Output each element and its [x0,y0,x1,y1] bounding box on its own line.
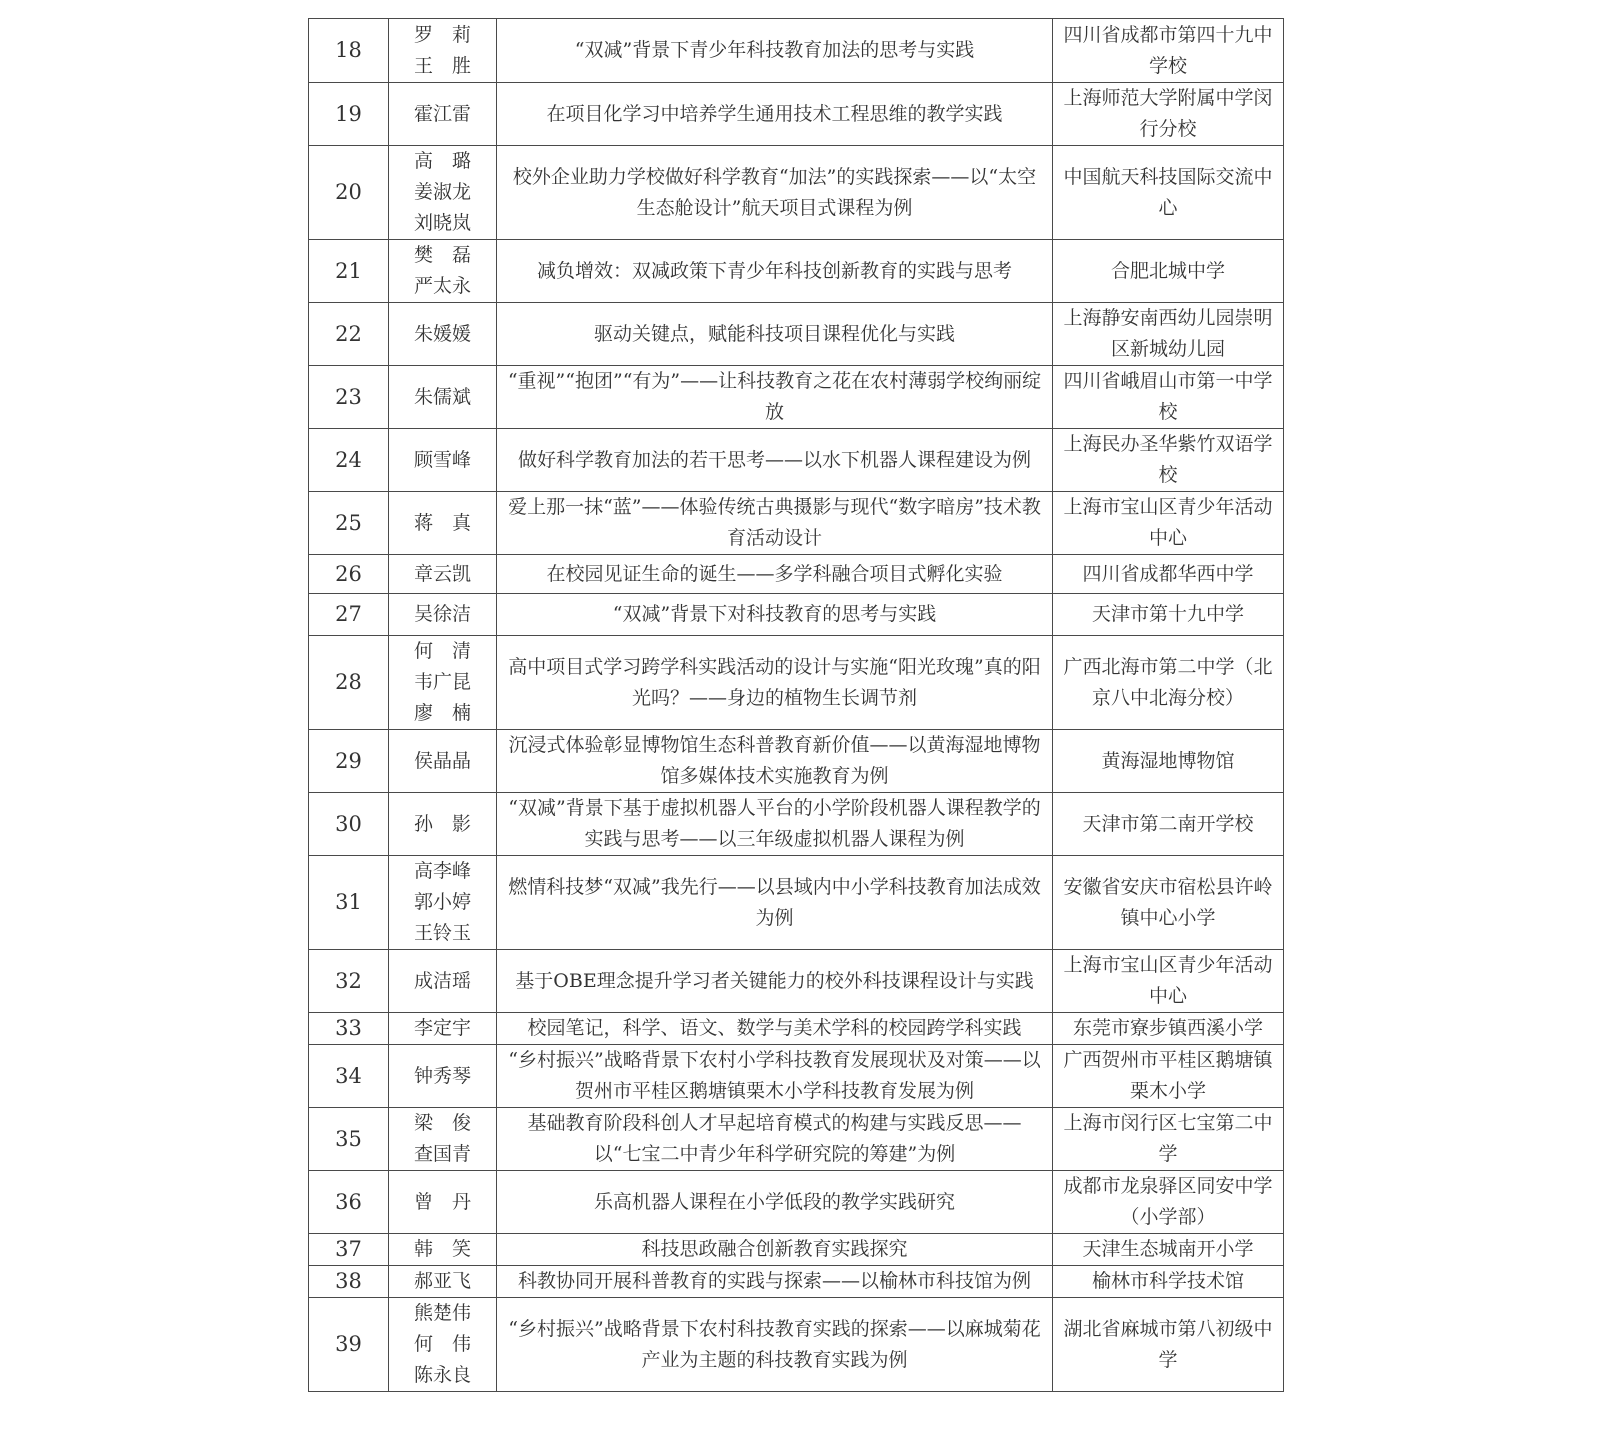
paper-title: “双减”背景下青少年科技教育加法的思考与实践 [497,19,1053,83]
row-number: 23 [309,366,389,429]
author-name: 姜淑龙 [413,181,471,203]
author-unit: 榆林市科学技术馆 [1053,1266,1284,1298]
author-cell [389,730,497,793]
table-row [309,240,1284,303]
author-cell [389,366,497,429]
paper-title: 减负增效：双减政策下青少年科技创新教育的实践与思考 [497,240,1053,303]
author-cell [389,1045,497,1108]
author-cell [389,1108,497,1171]
table-row [309,1266,1284,1298]
author-name: 章云凯 [413,562,471,585]
paper-title: 校园笔记，科学、语文、数学与美术学科的校园跨学科实践 [497,1013,1053,1045]
author-name: 顾雪峰 [413,448,471,471]
author-cell [389,594,497,636]
author-unit: 安徽省安庆市宿松县许岭镇中心小学 [1053,856,1284,950]
author-unit: 东莞市寮步镇西溪小学 [1053,1013,1284,1045]
row-number: 37 [309,1234,389,1266]
row-number: 28 [309,636,389,730]
paper-title: 校外企业助力学校做好科学教育“加法”的实践探索——以“太空生态舱设计”航天项目式课程为例 [497,146,1053,240]
paper-title: 高中项目式学习跨学科实践活动的设计与实施“阳光玫瑰”真的阳光吗？——身边的植物生长调节剂 [497,636,1053,730]
author-name: 何 伟 [413,1333,471,1355]
author-cell [389,1266,497,1298]
author-unit: 上海民办圣华紫竹双语学校 [1053,429,1284,492]
paper-title: 燃情科技梦“双减”我先行——以县域内中小学科技教育加法成效为例 [497,856,1053,950]
row-number: 19 [309,83,389,146]
author-name: 李定宇 [413,1017,471,1039]
table-row [309,1298,1284,1392]
table-row [309,429,1284,492]
paper-title: “重视”“抱团”“有为”——让科技教育之花在农村薄弱学校绚丽绽放 [497,366,1053,429]
author-unit: 成都市龙泉驿区同安中学（小学部） [1053,1171,1284,1234]
table-row [309,730,1284,793]
author-unit: 广西贺州市平桂区鹅塘镇栗木小学 [1053,1045,1284,1108]
author-unit: 上海静安南西幼儿园崇明区新城幼儿园 [1053,303,1284,366]
paper-title: 科技思政融合创新教育实践探究 [497,1234,1053,1266]
author-unit: 天津市第二南开学校 [1053,793,1284,856]
paper-title: “乡村振兴”战略背景下农村小学科技教育发展现状及对策——以贺州市平桂区鹅塘镇栗木小学科技教育发展为例 [497,1045,1053,1108]
author-name: 钟秀琴 [413,1064,471,1087]
author-cell [389,492,497,555]
author-name: 朱儒斌 [413,385,471,408]
author-name: 霍江雷 [413,102,471,125]
paper-title: 在项目化学习中培养学生通用技术工程思维的教学实践 [497,83,1053,146]
row-number: 32 [309,950,389,1013]
author-unit: 天津生态城南开小学 [1053,1234,1284,1266]
author-name: 朱媛媛 [413,322,471,345]
table-row [309,1108,1284,1171]
author-unit: 合肥北城中学 [1053,240,1284,303]
row-number: 33 [309,1013,389,1045]
author-name: 高 璐 [413,150,471,172]
author-unit: 湖北省麻城市第八初级中学 [1053,1298,1284,1392]
author-name: 郝亚飞 [413,1270,471,1292]
row-number: 22 [309,303,389,366]
paper-title: 沉浸式体验彰显博物馆生态科普教育新价值——以黄海湿地博物馆多媒体技术实施教育为例 [497,730,1053,793]
author-cell [389,1171,497,1234]
row-number: 27 [309,594,389,636]
author-name: 孙 影 [413,812,471,835]
author-cell [389,555,497,594]
author-name: 高李峰 [413,860,471,882]
author-cell [389,1013,497,1045]
author-name: 熊楚伟 [413,1302,471,1324]
author-unit: 四川省成都华西中学 [1053,555,1284,594]
author-name: 何 清 [413,640,471,662]
author-name: 查国青 [413,1143,471,1165]
author-name: 韦广昆 [413,671,471,693]
paper-title: 做好科学教育加法的若干思考——以水下机器人课程建设为例 [497,429,1053,492]
author-name: 王铃玉 [413,922,471,944]
table-row [309,594,1284,636]
author-cell [389,303,497,366]
paper-title: “双减”背景下基于虚拟机器人平台的小学阶段机器人课程教学的实践与思考——以三年级虚拟机器人课程为例 [497,793,1053,856]
table-row [309,1045,1284,1108]
paper-title: 乐高机器人课程在小学低段的教学实践研究 [497,1171,1053,1234]
author-name: 梁 俊 [413,1112,471,1134]
row-number: 18 [309,19,389,83]
table-row [309,793,1284,856]
author-name: 廖 楠 [413,702,471,724]
table-row [309,856,1284,950]
table-row [309,83,1284,146]
paper-title: 基础教育阶段科创人才早起培育模式的构建与实践反思——以“七宝二中青少年科学研究院的筹建”为例 [497,1108,1053,1171]
table-row [309,555,1284,594]
author-cell [389,429,497,492]
table-row [309,19,1284,83]
paper-title: 科教协同开展科普教育的实践与探索——以榆林市科技馆为例 [497,1266,1053,1298]
author-cell [389,1234,497,1266]
row-number: 21 [309,240,389,303]
row-number: 38 [309,1266,389,1298]
author-cell [389,146,497,240]
table-row [309,1171,1284,1234]
author-name: 严太永 [413,275,471,297]
author-name: 陈永良 [413,1364,471,1386]
row-number: 31 [309,856,389,950]
row-number: 36 [309,1171,389,1234]
author-cell [389,793,497,856]
paper-title: 在校园见证生命的诞生——多学科融合项目式孵化实验 [497,555,1053,594]
author-cell [389,1298,497,1392]
table-row [309,636,1284,730]
author-unit: 黄海湿地博物馆 [1053,730,1284,793]
author-name: 侯晶晶 [413,749,471,772]
author-unit: 四川省成都市第四十九中学校 [1053,19,1284,83]
table-row [309,1013,1284,1045]
paper-title: “乡村振兴”战略背景下农村科技教育实践的探索——以麻城菊花产业为主题的科技教育实践为例 [497,1298,1053,1392]
author-unit: 中国航天科技国际交流中心 [1053,146,1284,240]
row-number: 26 [309,555,389,594]
author-name: 郭小婷 [413,891,471,913]
author-cell [389,240,497,303]
table-row [309,366,1284,429]
row-number: 35 [309,1108,389,1171]
row-number: 20 [309,146,389,240]
author-name: 韩 笑 [413,1238,471,1260]
row-number: 25 [309,492,389,555]
author-name: 成洁瑶 [413,969,471,992]
row-number: 30 [309,793,389,856]
author-cell [389,856,497,950]
row-number: 34 [309,1045,389,1108]
author-name: 刘晓岚 [413,212,471,234]
author-name: 曾 丹 [413,1190,471,1213]
table-row [309,303,1284,366]
author-name: 王 胜 [413,54,471,77]
table-row [309,492,1284,555]
table-body [309,19,1284,1392]
paper-title: 基于OBE理念提升学习者关键能力的校外科技课程设计与实践 [497,950,1053,1013]
author-unit: 天津市第十九中学 [1053,594,1284,636]
author-unit: 四川省峨眉山市第一中学校 [1053,366,1284,429]
paper-title: 驱动关键点，赋能科技项目课程优化与实践 [497,303,1053,366]
author-cell [389,19,497,83]
author-unit: 上海市闵行区七宝第二中学 [1053,1108,1284,1171]
author-unit: 广西北海市第二中学（北京八中北海分校） [1053,636,1284,730]
row-number: 24 [309,429,389,492]
author-cell [389,83,497,146]
author-cell [389,950,497,1013]
author-unit: 上海市宝山区青少年活动中心 [1053,492,1284,555]
author-name: 罗 莉 [413,23,471,46]
table-row [309,146,1284,240]
row-number: 39 [309,1298,389,1392]
author-unit: 上海市宝山区青少年活动中心 [1053,950,1284,1013]
awards-table [308,18,1284,1392]
table-row [309,950,1284,1013]
author-cell [389,636,497,730]
table-row [309,1234,1284,1266]
paper-title: “双减”背景下对科技教育的思考与实践 [497,594,1053,636]
author-name: 蒋 真 [413,511,471,534]
row-number: 29 [309,730,389,793]
author-name: 樊 磊 [413,244,471,266]
author-unit: 上海师范大学附属中学闵行分校 [1053,83,1284,146]
author-name: 吴徐洁 [413,603,471,625]
paper-title: 爱上那一抹“蓝”——体验传统古典摄影与现代“数字暗房”技术教育活动设计 [497,492,1053,555]
